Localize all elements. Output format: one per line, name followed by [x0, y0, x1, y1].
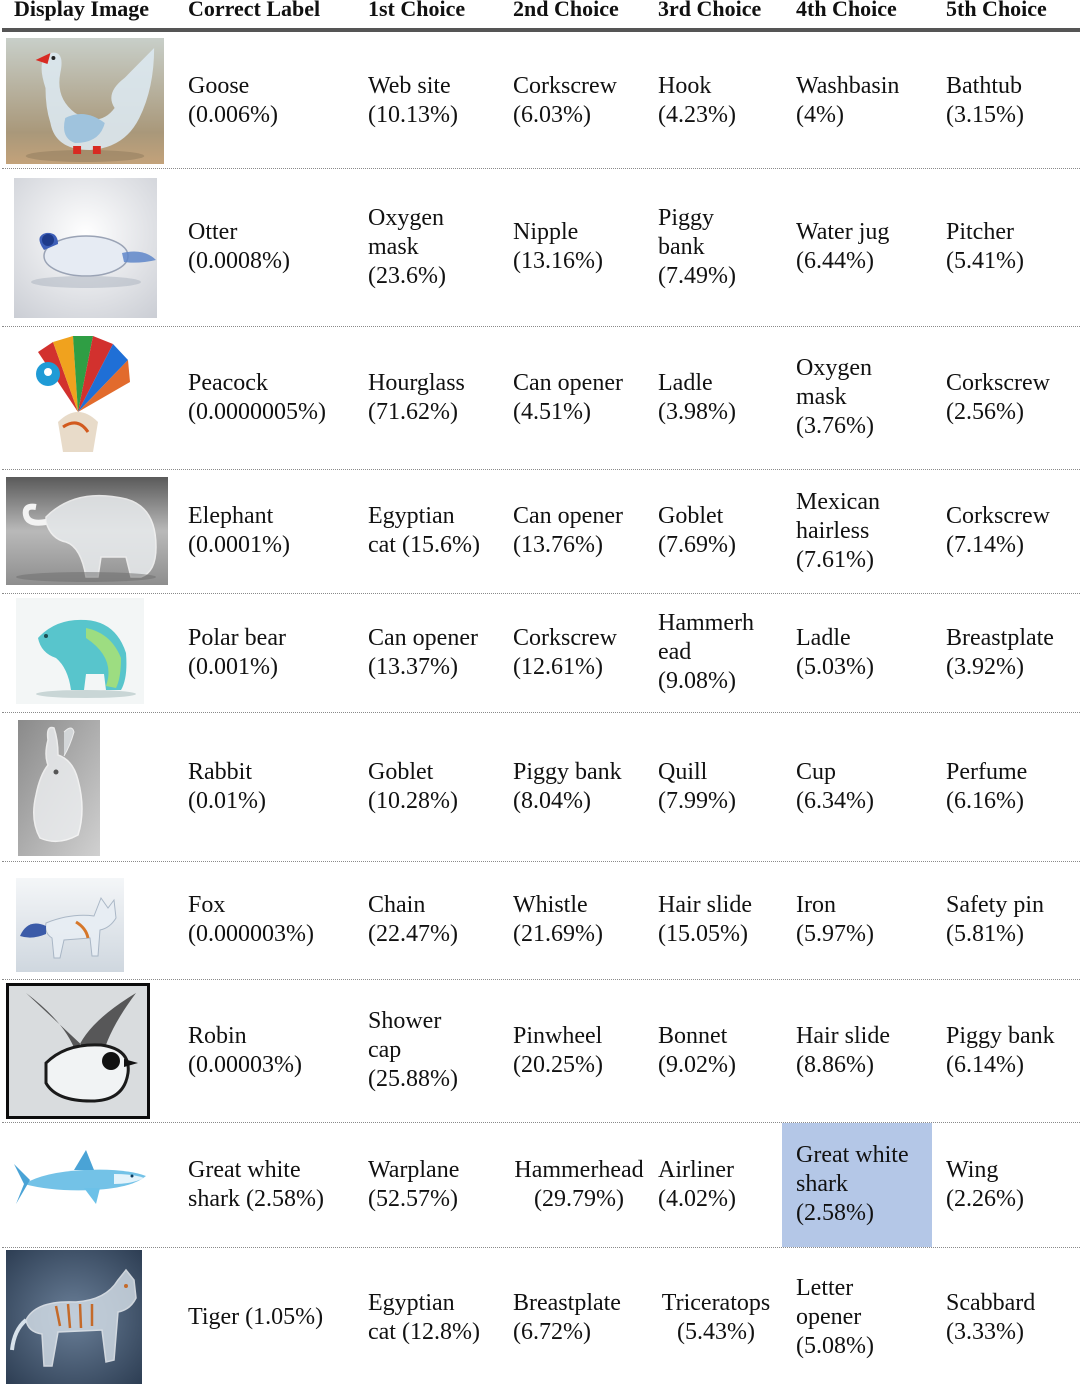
cell-line: Great white [796, 1142, 909, 1168]
row-separator [2, 469, 1080, 470]
cell-line: ead [658, 639, 692, 665]
cell-line: (3.98%) [658, 399, 736, 425]
cell-line: (4.02%) [658, 1186, 736, 1212]
row-separator [2, 326, 1080, 327]
cell-line: hairless [796, 518, 870, 544]
cell-c2 [513, 758, 622, 816]
cell-line: (6.44%) [796, 248, 874, 274]
cell-line: (2.26%) [946, 1186, 1024, 1212]
cell-line: Nipple [513, 219, 579, 245]
cell-line: Hair slide [796, 1023, 890, 1049]
cell-c4 [796, 1141, 909, 1228]
cell-c5 [946, 624, 1054, 682]
cell-line: Goblet [658, 503, 724, 529]
cell-c2 [513, 891, 603, 949]
cell-line: Hourglass [368, 370, 465, 396]
cell-c1 [368, 624, 478, 682]
cell-line: Piggy bank [946, 1023, 1055, 1049]
glass-tiger-image [6, 1250, 142, 1384]
cell-line: shark (2.58%) [188, 1186, 324, 1212]
cell-line: (4%) [796, 102, 844, 128]
cell-line: (4.51%) [513, 399, 591, 425]
cell-line: Great white [188, 1157, 301, 1183]
cell-correct [188, 1303, 323, 1332]
cell-correct [188, 1022, 302, 1080]
row-separator [2, 712, 1080, 713]
cell-line: Peacock [188, 370, 268, 396]
cell-c2 [513, 1022, 603, 1080]
cell-line: Goblet [368, 759, 434, 785]
cell-c5 [946, 1289, 1035, 1347]
cell-line: Quill [658, 759, 708, 785]
cell-c3 [658, 609, 754, 696]
table-header [0, 0, 1080, 28]
cell-c3 [658, 1022, 736, 1080]
cell-line: (0.01%) [188, 788, 266, 814]
cell-c5 [946, 218, 1024, 276]
cell-line: Web site [368, 73, 451, 99]
cell-c4 [796, 891, 874, 949]
cell-line: (8.86%) [796, 1052, 874, 1078]
cell-line: (25.88%) [368, 1066, 458, 1092]
glass-rabbit-image [18, 720, 100, 856]
cell-line: cat (15.6%) [368, 532, 480, 558]
cell-correct [188, 369, 326, 427]
row-separator [2, 593, 1080, 594]
cell-c5 [946, 72, 1024, 130]
cell-c1 [368, 369, 465, 427]
cell-line: (23.6%) [368, 263, 446, 289]
cell-c2 [513, 624, 617, 682]
cell-c2 [513, 502, 623, 560]
cell-line: Corkscrew [946, 370, 1050, 396]
cell-line: Washbasin [796, 73, 900, 99]
cell-line: Pinwheel [513, 1023, 603, 1049]
cell-line: bank [658, 234, 705, 260]
cell-line: Corkscrew [513, 625, 617, 651]
cell-c4 [796, 354, 874, 441]
cell-line: (20.25%) [513, 1052, 603, 1078]
cell-line: Piggy [658, 205, 715, 231]
cell-line: Elephant [188, 503, 274, 529]
cell-line: Hammerh [658, 610, 754, 636]
cell-line: (0.0000005%) [188, 399, 326, 425]
cell-line: (13.76%) [513, 532, 603, 558]
cell-c1 [368, 1289, 480, 1347]
cell-line: Letter [796, 1275, 854, 1301]
cell-line: (9.08%) [658, 668, 736, 694]
cell-line: Robin [188, 1023, 247, 1049]
cell-line: (71.62%) [368, 399, 458, 425]
cell-line: (8.04%) [513, 788, 591, 814]
cell-line: Breastplate [513, 1290, 621, 1316]
cell-line: (6.34%) [796, 788, 874, 814]
row-separator [2, 1247, 1080, 1248]
glass-robin-image [6, 983, 150, 1119]
cell-line: Shower [368, 1008, 442, 1034]
cell-line: (7.61%) [796, 547, 874, 573]
cell-line: Oxygen [368, 205, 444, 231]
cell-line: (22.47%) [368, 921, 458, 947]
cell-line: cap [368, 1037, 402, 1063]
cell-line: cat (12.8%) [368, 1319, 480, 1345]
row-separator [2, 861, 1080, 862]
cell-line: Airliner [658, 1157, 734, 1183]
cell-line: (7.14%) [946, 532, 1024, 558]
cell-line: Mexican [796, 489, 880, 515]
cell-c5 [946, 1022, 1055, 1080]
cell-line: (0.006%) [188, 102, 278, 128]
glass-otter-image [14, 178, 157, 318]
cell-line: Goose [188, 73, 250, 99]
cell-c5 [946, 369, 1050, 427]
header-5th-choice: 5th Choice [946, 0, 1047, 21]
cell-line: Safety pin [946, 892, 1044, 918]
cell-line: (0.0008%) [188, 248, 290, 274]
cell-line: (10.28%) [368, 788, 458, 814]
cell-line: (29.79%) [534, 1186, 624, 1212]
cell-line: (13.37%) [368, 654, 458, 680]
cell-line: Egyptian [368, 1290, 455, 1316]
cell-correct [188, 72, 278, 130]
cell-line: Corkscrew [513, 73, 617, 99]
cell-line: (6.03%) [513, 102, 591, 128]
cell-c3 [658, 1289, 774, 1347]
cell-line: Water jug [796, 219, 890, 245]
cell-c1 [368, 758, 458, 816]
cell-line: (4.23%) [658, 102, 736, 128]
header-2nd-choice: 2nd Choice [513, 0, 619, 21]
cell-line: (9.02%) [658, 1052, 736, 1078]
glass-shark-image [14, 1144, 152, 1212]
cell-line: Can opener [513, 370, 623, 396]
cell-line: (6.16%) [946, 788, 1024, 814]
cell-c2 [513, 1156, 645, 1214]
cell-c2 [513, 1289, 621, 1347]
cell-c1 [368, 891, 458, 949]
cell-correct [188, 624, 286, 682]
header-display-image: Display Image [14, 0, 150, 21]
cell-line: Iron [796, 892, 836, 918]
cell-c5 [946, 891, 1044, 949]
cell-line: (3.33%) [946, 1319, 1024, 1345]
cell-correct [188, 1156, 324, 1214]
cell-line: (7.99%) [658, 788, 736, 814]
cell-line: (13.16%) [513, 248, 603, 274]
cell-c4 [796, 72, 899, 130]
cell-line: (0.000003%) [188, 921, 314, 947]
cell-line: (6.14%) [946, 1052, 1024, 1078]
cell-line: (7.49%) [658, 263, 736, 289]
cell-c3 [658, 1156, 736, 1214]
cell-line: (5.43%) [677, 1319, 755, 1345]
cell-line: (7.69%) [658, 532, 736, 558]
cell-line: (5.08%) [796, 1333, 874, 1359]
cell-c3 [658, 502, 736, 560]
cell-line: Chain [368, 892, 426, 918]
cell-line: (2.56%) [946, 399, 1024, 425]
cell-line: Hook [658, 73, 712, 99]
cell-line: Can opener [368, 625, 478, 651]
cell-c2 [513, 218, 603, 276]
glass-polar-bear-image [16, 598, 144, 704]
cell-c4 [796, 758, 874, 816]
cell-line: Cup [796, 759, 837, 785]
cell-line: (5.03%) [796, 654, 874, 680]
cell-line: (0.001%) [188, 654, 278, 680]
cell-line: shark [796, 1171, 848, 1197]
cell-line: Rabbit [188, 759, 252, 785]
cell-c4 [796, 1274, 874, 1361]
cell-line: Can opener [513, 503, 623, 529]
cell-c3 [658, 891, 752, 949]
cell-line: opener [796, 1304, 862, 1330]
cell-c2 [513, 72, 617, 130]
cell-line: Perfume [946, 759, 1028, 785]
cell-c5 [946, 1156, 1024, 1214]
cell-line: Scabbard [946, 1290, 1036, 1316]
cell-line: Piggy bank [513, 759, 622, 785]
cell-line: (15.05%) [658, 921, 748, 947]
cell-correct [188, 502, 290, 560]
header-3rd-choice: 3rd Choice [658, 0, 762, 21]
cell-line: Hair slide [658, 892, 752, 918]
cell-line: (5.81%) [946, 921, 1024, 947]
cell-c5 [946, 758, 1027, 816]
cell-line: (12.61%) [513, 654, 603, 680]
header-rule [2, 28, 1080, 32]
cell-line: mask [368, 234, 419, 260]
cell-line: Polar bear [188, 625, 286, 651]
cell-c5 [946, 502, 1050, 560]
cell-line: Bathtub [946, 73, 1022, 99]
cell-line: Pitcher [946, 219, 1014, 245]
cell-line: Ladle [658, 370, 713, 396]
header-4th-choice: 4th Choice [796, 0, 897, 21]
cell-c3 [658, 72, 736, 130]
cell-line: (0.00003%) [188, 1052, 302, 1078]
cell-line: (3.76%) [796, 413, 874, 439]
cell-line: (0.0001%) [188, 532, 290, 558]
cell-correct [188, 758, 266, 816]
cell-c1 [368, 502, 480, 560]
cell-correct [188, 891, 314, 949]
cell-line: mask [796, 384, 847, 410]
glass-peacock-image [18, 332, 140, 462]
cell-line: Otter [188, 219, 238, 245]
cell-line: (21.69%) [513, 921, 603, 947]
cell-c4 [796, 1022, 890, 1080]
cell-line: Tiger (1.05%) [188, 1304, 324, 1330]
header-1st-choice: 1st Choice [368, 0, 466, 21]
cell-c2 [513, 369, 623, 427]
cell-line: (5.97%) [796, 921, 874, 947]
cell-line: (3.92%) [946, 654, 1024, 680]
cell-line: (5.41%) [946, 248, 1024, 274]
cell-line: (10.13%) [368, 102, 458, 128]
cell-c4 [796, 488, 880, 575]
cell-c3 [658, 204, 736, 291]
cell-c3 [658, 369, 736, 427]
header-correct-label: Correct Label [188, 0, 321, 21]
cell-line: (6.72%) [513, 1319, 591, 1345]
cell-line: Breastplate [946, 625, 1054, 651]
cell-c4 [796, 624, 874, 682]
cell-line: Bonnet [658, 1023, 728, 1049]
cell-line: Whistle [513, 892, 588, 918]
cell-line: Warplane [368, 1157, 460, 1183]
cell-line: Ladle [796, 625, 851, 651]
cell-line: Wing [946, 1157, 999, 1183]
cell-c4 [796, 218, 889, 276]
row-separator [2, 168, 1080, 169]
cell-line: Fox [188, 892, 226, 918]
glass-fox-image [16, 878, 124, 972]
cell-c1 [368, 1156, 459, 1214]
row-separator [2, 979, 1080, 980]
cell-line: Egyptian [368, 503, 455, 529]
cell-correct [188, 218, 290, 276]
glass-elephant-image [6, 477, 168, 585]
cell-line: Corkscrew [946, 503, 1050, 529]
cell-c3 [658, 758, 736, 816]
cell-line: (3.15%) [946, 102, 1024, 128]
glass-goose-image [6, 38, 164, 164]
cell-line: Hammerhead [514, 1157, 644, 1183]
cell-c1 [368, 204, 446, 291]
cell-line: (2.58%) [796, 1200, 874, 1226]
cell-line: Triceratops [661, 1290, 771, 1316]
cell-c1 [368, 1007, 458, 1094]
cell-line: Oxygen [796, 355, 872, 381]
cell-c1 [368, 72, 458, 130]
cell-line: (52.57%) [368, 1186, 458, 1212]
